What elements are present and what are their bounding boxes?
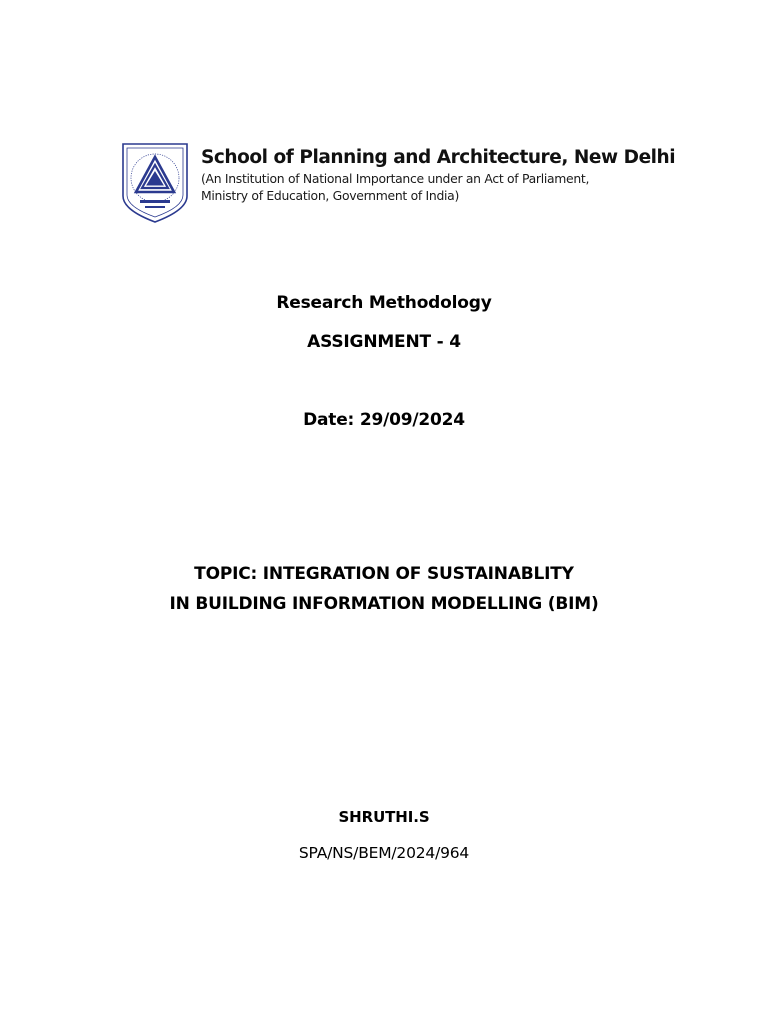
institution-name: School of Planning and Architecture, New Delhi [201,147,676,168]
topic-line-1: TOPIC: INTEGRATION OF SUSTAINABLITY [194,564,574,584]
institution-text-block [201,146,676,204]
subject-title: Research Methodology [276,293,492,313]
author-name: SHRUTHI.S [338,808,430,826]
author-roll-number: SPA/NS/BEM/2024/964 [298,844,470,862]
institution-subtitle-line1: (An Institution of National Importance under an Act of Parliament, [201,171,590,186]
institution-header [118,140,676,224]
assignment-number: ASSIGNMENT - 4 [307,332,461,352]
topic-line-2: IN BUILDING INFORMATION MODELLING (BIM) [169,594,599,614]
institution-subtitle-line2: Ministry of Education, Government of India) [201,188,459,203]
assignment-date: Date: 29/09/2024 [303,410,465,430]
spa-emblem-icon [118,140,192,224]
